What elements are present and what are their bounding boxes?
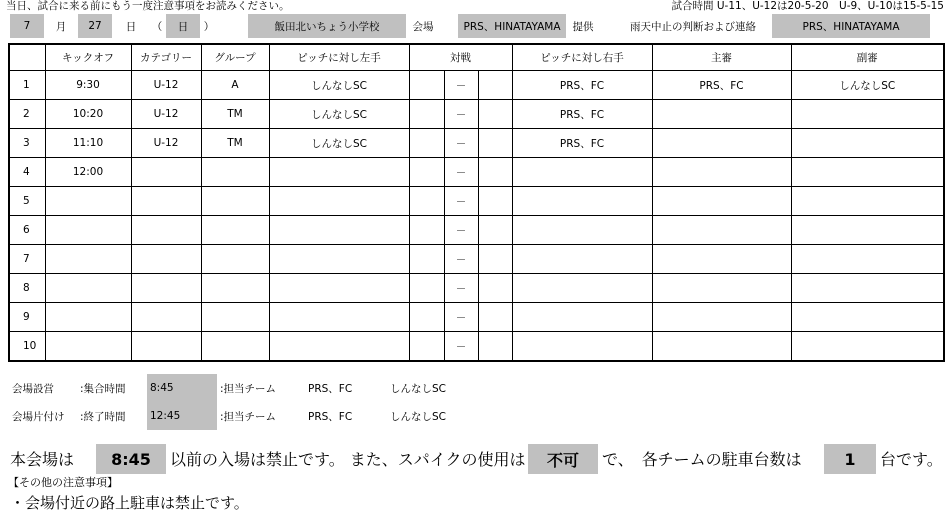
right-team-cell: PRS、FC: [512, 129, 652, 158]
schedule-table: [8, 43, 945, 362]
group-cell: [201, 303, 269, 332]
match-right-blank: [478, 216, 512, 245]
left-team-cell: しんなしSC: [269, 71, 409, 100]
category-cell: U-12: [131, 129, 201, 158]
referee-cell: [652, 100, 791, 129]
row-number: 2: [9, 100, 45, 129]
right-team-cell: [512, 332, 652, 362]
cleanup-time: 12:45: [147, 402, 217, 430]
table-row: [9, 100, 944, 129]
left-team-cell: [269, 274, 409, 303]
left-team-cell: [269, 303, 409, 332]
referee-cell: PRS、FC: [652, 71, 791, 100]
match-left-blank: [409, 303, 444, 332]
left-team-cell: [269, 187, 409, 216]
header-left-team: ピッチに対し左手: [269, 44, 409, 71]
table-row: [9, 303, 944, 332]
referee-cell: [652, 274, 791, 303]
assistant-cell: [791, 129, 944, 158]
vs-mark: －: [444, 71, 478, 100]
vs-mark: －: [444, 158, 478, 187]
category-cell: [131, 332, 201, 362]
match-right-blank: [478, 303, 512, 332]
setup-team-1: PRS、FC: [308, 382, 353, 395]
row-number: 4: [9, 158, 45, 187]
match-left-blank: [409, 100, 444, 129]
match-left-blank: [409, 71, 444, 100]
row-number: 1: [9, 71, 45, 100]
match-left-blank: [409, 187, 444, 216]
group-cell: TM: [201, 129, 269, 158]
row-number: 5: [9, 187, 45, 216]
match-right-blank: [478, 71, 512, 100]
assistant-cell: [791, 274, 944, 303]
match-left-blank: [409, 158, 444, 187]
match-right-blank: [478, 158, 512, 187]
match-time-note: 試合時間 U-11、U-12は20-5-20 U-9、U-10は15-5-15: [671, 0, 944, 12]
header-kickoff: キックオフ: [45, 44, 131, 71]
row-number: 8: [9, 274, 45, 303]
vs-mark: －: [444, 245, 478, 274]
setup-team-label: :担当チーム: [220, 382, 277, 395]
group-cell: [201, 245, 269, 274]
header-assistant: 副審: [791, 44, 944, 71]
assistant-cell: [791, 187, 944, 216]
match-right-blank: [478, 274, 512, 303]
referee-cell: [652, 245, 791, 274]
kickoff-cell: [45, 332, 131, 362]
table-row: [9, 245, 944, 274]
category-cell: [131, 158, 201, 187]
rules-text-3: で、 各チームの駐車台数は: [602, 450, 802, 469]
vs-mark: －: [444, 216, 478, 245]
left-team-cell: [269, 158, 409, 187]
row-number: 7: [9, 245, 45, 274]
assistant-cell: [791, 158, 944, 187]
category-cell: [131, 187, 201, 216]
table-row: [9, 158, 944, 187]
kickoff-cell: [45, 274, 131, 303]
rain-contact: PRS、HINATAYAMA: [772, 14, 930, 38]
left-team-cell: [269, 332, 409, 362]
group-cell: [201, 187, 269, 216]
assistant-cell: [791, 245, 944, 274]
header-right-team: ピッチに対し右手: [512, 44, 652, 71]
right-team-cell: PRS、FC: [512, 100, 652, 129]
table-row: [9, 71, 944, 100]
match-left-blank: [409, 245, 444, 274]
rules-text-1: 本会場は: [10, 450, 75, 469]
referee-cell: [652, 216, 791, 245]
assistant-cell: [791, 303, 944, 332]
referee-cell: [652, 187, 791, 216]
rules-text-4: 台です。: [880, 450, 943, 469]
referee-cell: [652, 303, 791, 332]
assistant-cell: [791, 100, 944, 129]
category-cell: U-12: [131, 100, 201, 129]
rain-label: 雨天中止の判断および連絡: [630, 20, 756, 33]
referee-cell: [652, 332, 791, 362]
cleanup-team-2: しんなしSC: [390, 410, 446, 423]
setup-label: 会場設営: [12, 382, 54, 395]
group-cell: [201, 158, 269, 187]
group-cell: TM: [201, 100, 269, 129]
setup-time-label: :集合時間: [80, 382, 126, 395]
day-value: 27: [78, 14, 112, 38]
kickoff-cell: [45, 303, 131, 332]
match-left-blank: [409, 129, 444, 158]
match-left-blank: [409, 332, 444, 362]
vs-mark: －: [444, 303, 478, 332]
paren-close: ）: [203, 20, 215, 33]
group-cell: A: [201, 71, 269, 100]
match-right-blank: [478, 187, 512, 216]
cleanup-team-1: PRS、FC: [308, 410, 353, 423]
right-team-cell: [512, 303, 652, 332]
venue-name: 飯田北いちょう小学校: [248, 14, 406, 38]
kickoff-cell: 10:20: [45, 100, 131, 129]
cleanup-time-label: :終了時間: [80, 410, 126, 423]
table-header-row: [9, 44, 944, 71]
right-team-cell: [512, 245, 652, 274]
category-cell: U-12: [131, 71, 201, 100]
kickoff-cell: 12:00: [45, 158, 131, 187]
table-row: [9, 216, 944, 245]
category-cell: [131, 274, 201, 303]
other-notes-item: ・会場付近の路上駐車は禁止です。: [10, 494, 249, 512]
provider-value: PRS、HINATAYAMA: [458, 14, 566, 38]
header-group: グループ: [201, 44, 269, 71]
category-cell: [131, 216, 201, 245]
rules-text-2: 以前の入場は禁止です。 また、スパイクの使用は: [170, 450, 526, 469]
weekday-value: 日: [166, 14, 200, 38]
table-row: [9, 187, 944, 216]
setup-team-2: しんなしSC: [390, 382, 446, 395]
right-team-cell: [512, 158, 652, 187]
other-notes-heading: 【その他の注意事項】: [8, 476, 118, 489]
month-unit: 月: [55, 20, 67, 33]
vs-mark: －: [444, 100, 478, 129]
group-cell: [201, 332, 269, 362]
cleanup-label: 会場片付け: [12, 410, 65, 423]
referee-cell: [652, 129, 791, 158]
kickoff-cell: 9:30: [45, 71, 131, 100]
kickoff-cell: [45, 245, 131, 274]
left-team-cell: しんなしSC: [269, 129, 409, 158]
left-team-cell: しんなしSC: [269, 100, 409, 129]
table-row: [9, 274, 944, 303]
header-no: [9, 44, 45, 71]
left-team-cell: [269, 245, 409, 274]
category-cell: [131, 303, 201, 332]
table-row: [9, 129, 944, 158]
row-number: 10: [9, 332, 45, 362]
vs-mark: －: [444, 129, 478, 158]
provide-label: 提供: [572, 20, 594, 33]
day-unit: 日: [125, 20, 137, 33]
vs-mark: －: [444, 274, 478, 303]
row-number: 9: [9, 303, 45, 332]
entry-time: 8:45: [96, 444, 166, 474]
paren-open: （: [151, 20, 163, 33]
cleanup-team-label: :担当チーム: [220, 410, 277, 423]
assistant-cell: しんなしSC: [791, 71, 944, 100]
match-right-blank: [478, 332, 512, 362]
match-right-blank: [478, 129, 512, 158]
header-match: 対戦: [409, 44, 512, 71]
month-value: 7: [10, 14, 44, 38]
match-left-blank: [409, 274, 444, 303]
right-team-cell: [512, 216, 652, 245]
venue-label: 会場: [412, 20, 434, 33]
spike-status: 不可: [528, 444, 598, 474]
match-left-blank: [409, 216, 444, 245]
right-team-cell: [512, 274, 652, 303]
left-team-cell: [269, 216, 409, 245]
vs-mark: －: [444, 332, 478, 362]
kickoff-cell: [45, 187, 131, 216]
row-number: 3: [9, 129, 45, 158]
header-category: カテゴリー: [131, 44, 201, 71]
parking-count: 1: [824, 444, 876, 474]
match-right-blank: [478, 100, 512, 129]
table-row: [9, 332, 944, 362]
kickoff-cell: 11:10: [45, 129, 131, 158]
group-cell: [201, 274, 269, 303]
kickoff-cell: [45, 216, 131, 245]
category-cell: [131, 245, 201, 274]
right-team-cell: [512, 187, 652, 216]
vs-mark: －: [444, 187, 478, 216]
group-cell: [201, 216, 269, 245]
assistant-cell: [791, 332, 944, 362]
row-number: 6: [9, 216, 45, 245]
setup-time: 8:45: [147, 374, 217, 402]
referee-cell: [652, 158, 791, 187]
right-team-cell: PRS、FC: [512, 71, 652, 100]
top-notice: 当日、試合に来る前にもう一度注意事項をお読みください。: [6, 0, 290, 12]
assistant-cell: [791, 216, 944, 245]
match-right-blank: [478, 245, 512, 274]
header-referee: 主審: [652, 44, 791, 71]
